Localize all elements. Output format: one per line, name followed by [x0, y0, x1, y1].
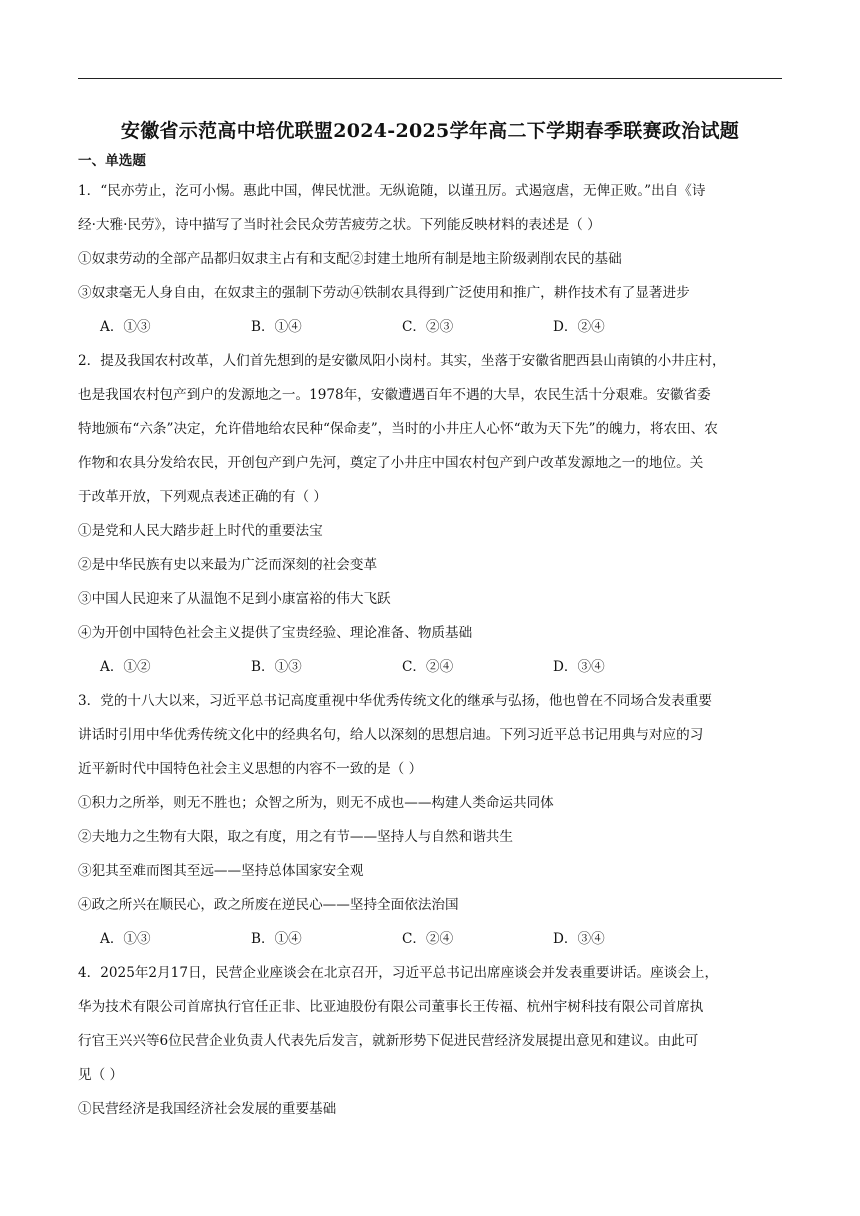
option-a[interactable]: A．①③: [100, 931, 151, 947]
statement-item: ④为开创中国特色社会主义提供了宝贵经验、理论准备、物质基础: [78, 625, 473, 641]
statement-item: ①民营经济是我国经济社会发展的重要基础: [78, 1101, 337, 1117]
question-stem-line: 1．“民亦劳止，汔可小惕。惠此中国，俾民忧泄。无纵诡随，以谨丑厉。式遏寇虐，无俾正败。”出自《诗: [78, 183, 706, 199]
statement-item: ②夫地力之生物有大限，取之有度，用之有节——坚持人与自然和谐共生: [78, 829, 513, 845]
question-stem-line: 也是我国农村包产到户的发源地之一。1978年，安徽遭遇百年不遇的大旱，农民生活十分艰难。安徽省委: [78, 387, 711, 403]
question-stem-line: 3．党的十八大以来，习近平总书记高度重视中华优秀传统文化的继承与弘扬，他也曾在不同场合发表重要: [78, 693, 712, 709]
option-b[interactable]: B．①④: [251, 319, 302, 335]
question-stem-line: 作物和农具分发给农民，开创包产到户先河，奠定了小井庄中国农村包产到户改革发源地之一的地位。关: [78, 455, 704, 471]
question-stem-line: 4．2025年2月17日，民营企业座谈会在北京召开，习近平总书记出席座谈会并发表重要讲话。座谈会上，: [78, 965, 719, 981]
option-d[interactable]: D．③④: [553, 931, 605, 947]
answer-options: [78, 310, 782, 344]
page-title: 安徽省示范高中培优联盟2024-2025学年高二下学期春季联赛政治试题: [120, 120, 740, 142]
question-stem-line: 见（ ）: [78, 1067, 124, 1083]
question-stem-line: 讲话时引用中华优秀传统文化中的经典名句，给人以深刻的思想启迪。下列习近平总书记用典与对应的习: [78, 727, 704, 743]
option-b[interactable]: B．①③: [251, 659, 302, 675]
statement-item: ①奴隶劳动的全部产品都归奴隶主占有和支配②封建土地所有制是地主阶级剥削农民的基础: [78, 251, 622, 267]
question-stem-line: 特地颁布“六条”决定，允许借地给农民种“保命麦”，当时的小井庄人心怀“敢为天下先”的魄力，将农田、农: [78, 421, 718, 437]
question-stem-line: 近平新时代中国特色社会主义思想的内容不一致的是（ ）: [78, 761, 423, 777]
statement-item: ③奴隶毫无人身自由，在奴隶主的强制下劳动④铁制农具得到广泛使用和推广，耕作技术有了显著进步: [78, 285, 690, 301]
question-1: [78, 174, 782, 344]
statement-item: ③中国人民迎来了从温饱不足到小康富裕的伟大飞跃: [78, 591, 391, 607]
option-a[interactable]: A．①②: [100, 659, 151, 675]
question-stem-line: 华为技术有限公司首席执行官任正非、比亚迪股份有限公司董事长王传福、杭州宇树科技有限公司首席执: [78, 999, 704, 1015]
question-stem-line: 于改革开放，下列观点表述正确的有（ ）: [78, 489, 328, 505]
answer-options: [78, 922, 782, 956]
question-stem-line: 经·大雅·民劳》，诗中描写了当时社会民众劳苦疲劳之状。下列能反映材料的表述是（ ）: [78, 217, 601, 233]
statement-item: ④政之所兴在顺民心，政之所废在逆民心——坚持全面依法治国: [78, 897, 459, 913]
question-4: [78, 956, 782, 1126]
question-stem-line: 2．提及我国农村改革，人们首先想到的是安徽凤阳小岗村。其实，坐落于安徽省肥西县山南镇的小井庄村，: [78, 353, 726, 369]
option-c[interactable]: C．②④: [402, 931, 454, 947]
option-b[interactable]: B．①④: [251, 931, 302, 947]
statement-item: ②是中华民族有史以来最为广泛而深刻的社会变革: [78, 557, 378, 573]
question-list: [78, 148, 782, 1126]
option-d[interactable]: D．②④: [553, 319, 605, 335]
header-rule: [78, 78, 782, 79]
question-stem-line: 行官王兴兴等6位民营企业负责人代表先后发言，就新形势下促进民营经济发展提出意见和建议。由此可: [78, 1033, 699, 1049]
section-heading: 一、单选题: [78, 153, 146, 169]
option-c[interactable]: C．②③: [402, 319, 454, 335]
option-a[interactable]: A．①③: [100, 319, 151, 335]
option-d[interactable]: D．③④: [553, 659, 605, 675]
answer-options: [78, 650, 782, 684]
statement-item: ①是党和人民大踏步赶上时代的重要法宝: [78, 523, 323, 539]
statement-item: ③犯其至难而图其至远——坚持总体国家安全观: [78, 863, 364, 879]
question-2: [78, 344, 782, 684]
question-3: [78, 684, 782, 956]
option-c[interactable]: C．②④: [402, 659, 454, 675]
statement-item: ①积力之所举，则无不胜也；众智之所为，则无不成也——构建人类命运共同体: [78, 795, 554, 811]
